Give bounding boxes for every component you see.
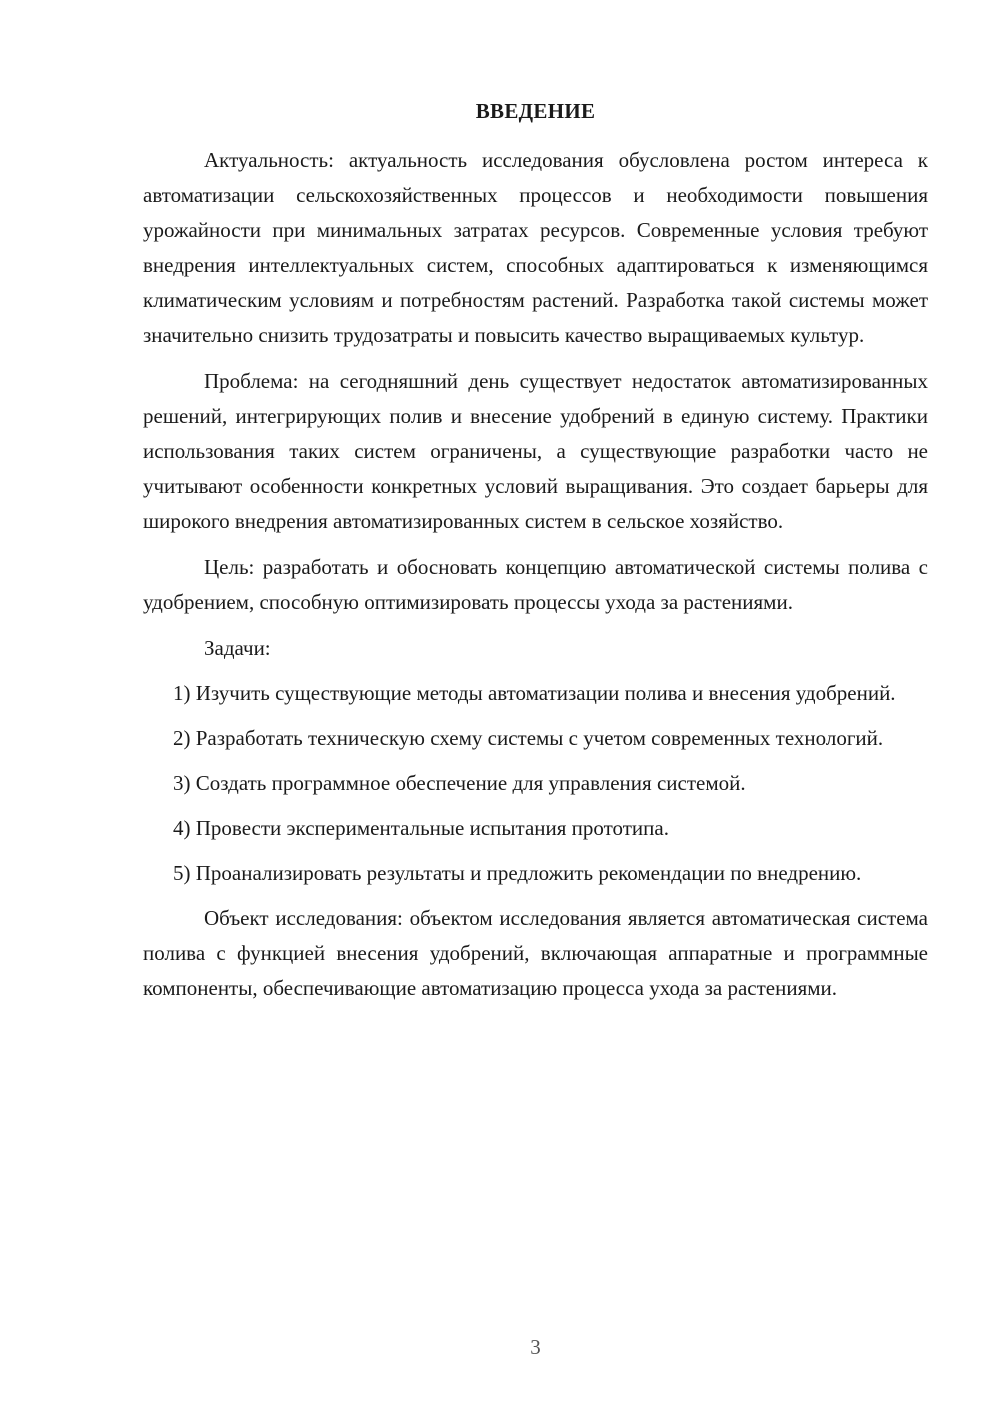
paragraph-problem: Проблема: на сегодняшний день существует недостаток автоматизированных решений, интегрирующих полив и внесение удобрений в единую систему. Практики использования таких систем ограничены, а существующие разработки часто не учитывают особенности конкретных условий выращивания. Это создает барьеры для широкого внедрения автоматизированных систем в сельское хозяйство. (143, 369, 928, 533)
task-item: 3) Создать программное обеспечение для управления системой. (173, 771, 746, 795)
task-item: 1) Изучить существующие методы автоматизации полива и внесения удобрений. (173, 681, 896, 705)
page-number: 3 (530, 1335, 541, 1359)
section-heading: ВВЕДЕНИЕ (475, 99, 596, 123)
paragraph-object: Объект исследования: объектом исследования является автоматическая система полива с функцией внесения удобрений, включающая аппаратные и программные компоненты, обеспечивающие автоматизацию процесса ухода за растениями. (143, 906, 928, 1000)
paragraph-relevance: Актуальность: актуальность исследования обусловлена ростом интереса к автоматизации сельскохозяйственных процессов и необходимости повышения урожайности при минимальных затратах ресурсов. Современные условия требуют внедрения интеллектуальных систем, способных адаптироваться к изменяющимся климатическим условиям и потребностям растений. Разработка такой системы может значительно снизить трудозатраты и повысить качество выращиваемых культур. (143, 148, 928, 347)
paragraph-goal: Цель: разработать и обосновать концепцию автоматической системы полива с удобрением, способную оптимизировать процессы ухода за растениями. (143, 555, 928, 614)
task-item: 4) Провести экспериментальные испытания прототипа. (173, 816, 669, 840)
tasks-label: Задачи: (204, 636, 271, 660)
task-item: 2) Разработать техническую схему системы с учетом современных технологий. (173, 726, 884, 750)
document-body (143, 143, 928, 1017)
task-item: 5) Проанализировать результаты и предложить рекомендации по внедрению. (173, 861, 862, 885)
